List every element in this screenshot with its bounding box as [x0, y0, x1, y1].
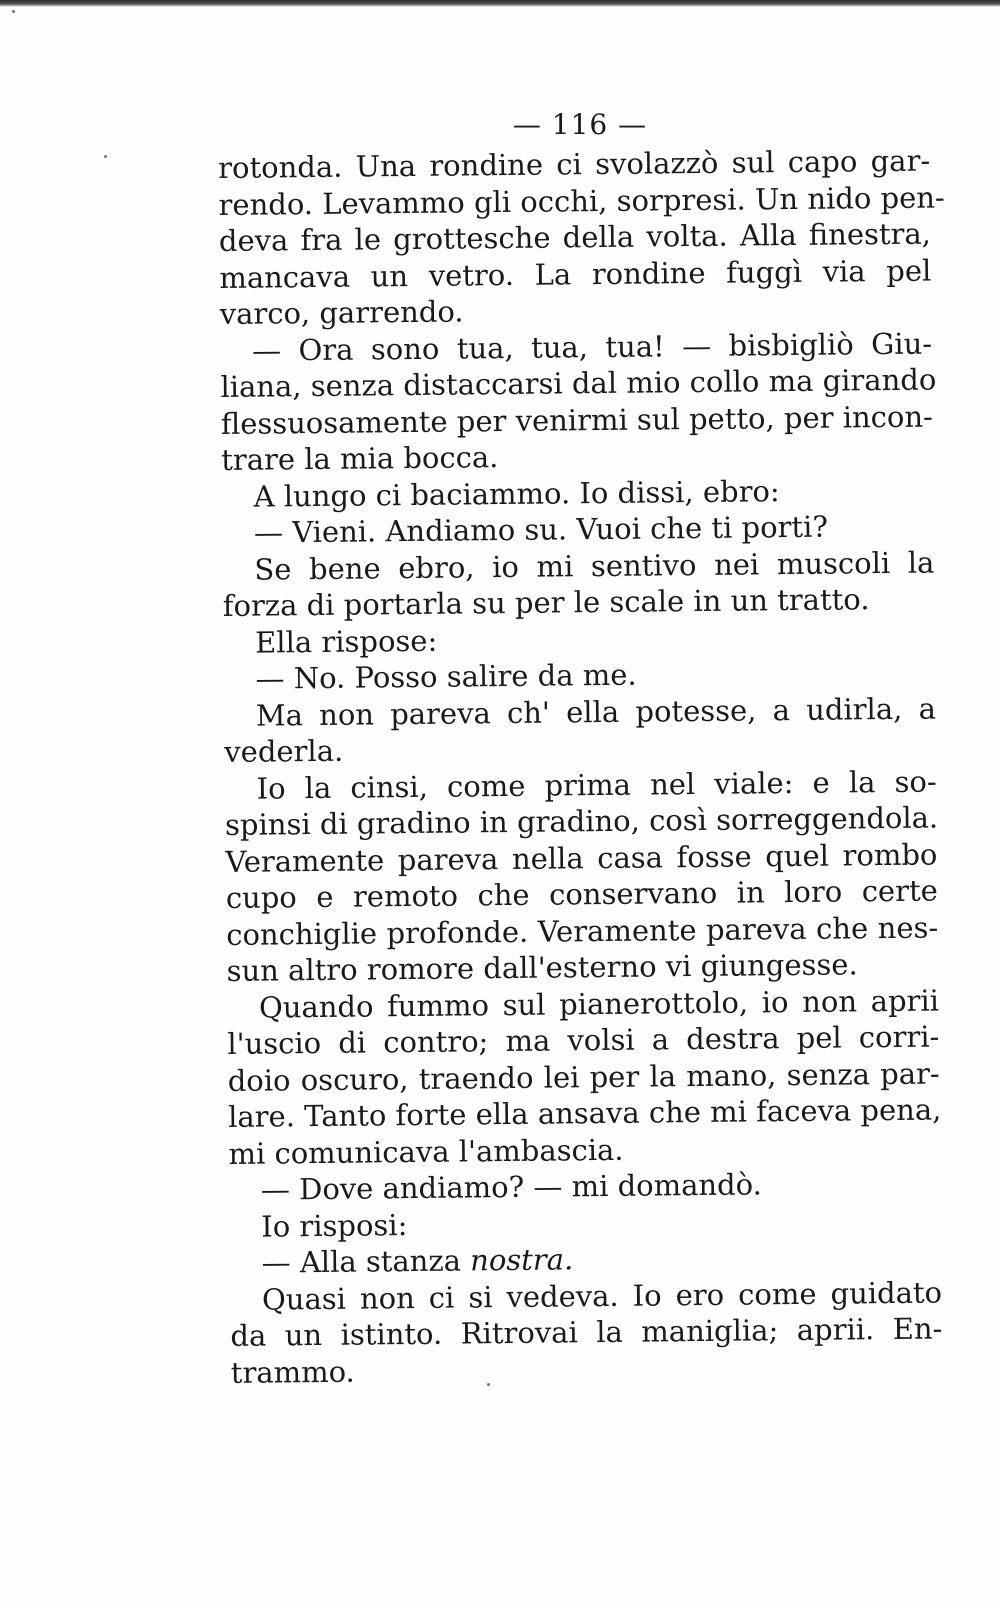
- text-line-content: liana, senza distaccarsi dal mio collo ma girando: [220, 362, 937, 404]
- scan-speck: [487, 1383, 490, 1386]
- text-line-content: Se bene ebro, io mi sentivo nei muscoli la: [254, 545, 935, 587]
- text-line: [228, 1091, 940, 1135]
- text-line-content: Io la cinsi, come prima nel viale: e la so-: [256, 764, 937, 806]
- text-line-content: Ella rispose:: [254, 623, 438, 660]
- text-line-content: rotonda. Una rondine ci svolazzò sul capo gar-: [218, 143, 931, 185]
- text-line-content: Ma non pareva ch' ella potesse, a udirla, a: [255, 691, 937, 733]
- text-line: [223, 581, 935, 625]
- scan-speck: [12, 10, 15, 13]
- text-line-content: Io risposi:: [261, 1207, 408, 1244]
- text-line-content: da un istinto. Ritrovai la maniglia; aprii. En-: [230, 1311, 943, 1353]
- text-line-content: deva fra le grottesche della volta. Alla finestra,: [218, 216, 932, 258]
- text-line-content: flessuosamente per venirmi sul petto, per incon-: [220, 399, 934, 441]
- body-text: [218, 143, 943, 1391]
- text-line: [231, 1347, 943, 1391]
- text-line-content: Veramente pareva nella casa fosse quel rombo: [225, 837, 938, 879]
- text-line-content: doio oscuro, traendo lei per la mano, senza par-: [227, 1055, 940, 1098]
- text-line-content: — Vieni. Andiamo su. Vuoi che ti porti?: [253, 509, 829, 550]
- text-line-content: cupo e remoto che conservano in loro certe: [225, 873, 938, 915]
- text-line-content: forza di portarla su per le scale in un tratto.: [222, 582, 870, 623]
- text-line-content: A lungo ci baciammo. Io dissi, ebro:: [253, 473, 780, 514]
- text-line: [230, 1310, 942, 1354]
- text-line-content: conchiglie profonde. Veramente pareva che nes-: [226, 910, 939, 952]
- text-line-content: lare. Tanto forte ella ansava che mi faceva pena,: [227, 1092, 942, 1134]
- emphasized-word: nostra.: [469, 1242, 574, 1278]
- text-line: [221, 398, 933, 442]
- text-line-content: spinsi di gradino in gradino, così sorreggendola.: [224, 800, 939, 842]
- text-line-content: trare la mia bocca.: [221, 440, 499, 477]
- text-line-content: vederla.: [224, 733, 344, 769]
- text-line-content: mi comunicava l'ambascia.: [228, 1132, 624, 1171]
- text-line-content: — Alla stanza: [261, 1243, 471, 1280]
- text-line-content: mancava un vetro. La rondine fuggì via pel: [219, 253, 932, 295]
- text-line-content: varco, garrendo.: [219, 294, 464, 331]
- text-line-content: Quasi non ci si vedeva. Io ero come guidato: [261, 1274, 943, 1317]
- page-number: — 116 —: [512, 108, 648, 141]
- scan-top-edge: [0, 0, 1000, 7]
- text-line: [224, 690, 936, 734]
- text-line-content: — Dove andiamo? — mi domandò.: [260, 1167, 762, 1207]
- scan-speck: [104, 155, 107, 158]
- text-line: [219, 252, 931, 296]
- text-line-content: rendo. Levammo gli occhi, sorpresi. Un nido pen-: [218, 179, 945, 222]
- text-line-content: trammo.: [230, 1354, 355, 1390]
- text-line-content: — No. Posso salire da me.: [255, 657, 637, 696]
- text-line-content: Quando fummo sul pianerottolo, io non aprii: [258, 982, 940, 1025]
- text-line-content: — Ora sono tua, tua, tua! — bisbigliò Giu-: [251, 326, 933, 368]
- text-line-content: l'uscio di contro; ma volsi a destra pel corri-: [227, 1019, 940, 1061]
- text-line-content: sun altro romore dall'esterno vi giungesse.: [226, 947, 858, 988]
